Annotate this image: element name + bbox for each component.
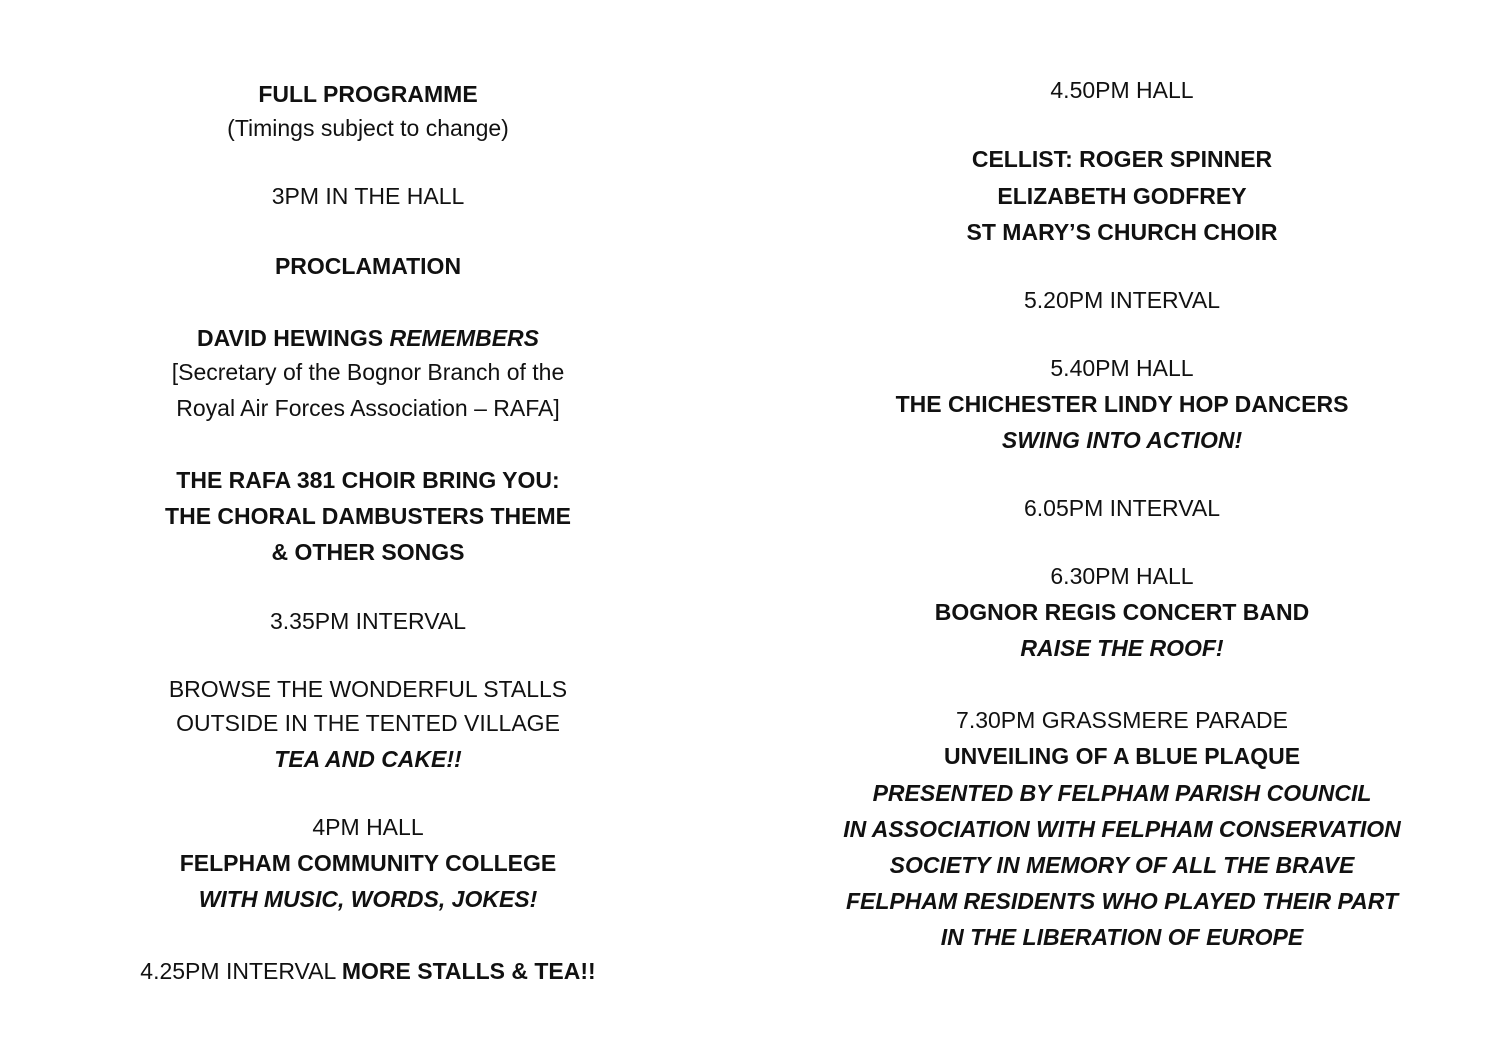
performer-name: THE CHICHESTER LINDY HOP DANCERS (895, 391, 1349, 417)
speaker-line (68, 324, 668, 352)
slot-time: 6.30PM HALL (1050, 563, 1194, 589)
choir-line: THE RAFA 381 CHOIR BRING YOU: (176, 467, 560, 493)
performer-subtitle: SWING INTO ACTION! (1001, 427, 1243, 453)
slot-time: 4.50PM HALL (1050, 77, 1194, 103)
performer-subtitle: RAISE THE ROOF! (1020, 635, 1224, 661)
programme-title: FULL PROGRAMME (258, 81, 478, 107)
slot-time: 3PM IN THE HALL (271, 183, 465, 209)
programme-subtitle: (Timings subject to change) (227, 115, 509, 141)
stalls-line: OUTSIDE IN THE TENTED VILLAGE (176, 710, 560, 736)
slot-time: 7.30PM GRASSMERE PARADE (956, 707, 1288, 733)
speaker-title: REMEMBERS (389, 325, 540, 351)
speaker-role-line: Royal Air Forces Association – RAFA] (176, 395, 560, 421)
slot-time: 5.40PM HALL (1050, 355, 1194, 381)
stalls-highlight: TEA AND CAKE!! (274, 746, 462, 772)
plaque-line: SOCIETY IN MEMORY OF ALL THE BRAVE (889, 852, 1355, 878)
interval-time: 4.25PM INTERVAL (140, 958, 342, 984)
speaker-name: DAVID HEWINGS (196, 325, 390, 351)
plaque-title: UNVEILING OF A BLUE PLAQUE (943, 743, 1301, 769)
interval-time: 3.35PM INTERVAL (269, 608, 466, 634)
performer-name: BOGNOR REGIS CONCERT BAND (934, 599, 1310, 625)
performer-name: ELIZABETH GODFREY (997, 183, 1247, 209)
interval-extra: MORE STALLS & TEA!! (341, 958, 596, 984)
performer-name: ST MARY’S CHURCH CHOIR (966, 219, 1278, 245)
plaque-line: FELPHAM RESIDENTS WHO PLAYED THEIR PART (845, 888, 1399, 914)
choir-line: & OTHER SONGS (271, 539, 465, 565)
speaker-role-line: [Secretary of the Bognor Branch of the (171, 359, 565, 385)
proclamation: PROCLAMATION (274, 253, 462, 279)
plaque-line: IN THE LIBERATION OF EUROPE (940, 924, 1304, 950)
plaque-line: PRESENTED BY FELPHAM PARISH COUNCIL (872, 780, 1372, 806)
performer-name: FELPHAM COMMUNITY COLLEGE (179, 850, 557, 876)
interval-time: 5.20PM INTERVAL (1023, 287, 1220, 313)
stalls-line: BROWSE THE WONDERFUL STALLS (168, 676, 568, 702)
performer-subtitle: WITH MUSIC, WORDS, JOKES! (198, 886, 538, 912)
performer-name: CELLIST: ROGER SPINNER (971, 146, 1273, 172)
choir-line: THE CHORAL DAMBUSTERS THEME (165, 503, 571, 529)
slot-time: 4PM HALL (312, 814, 424, 840)
interval-line (68, 957, 668, 985)
interval-time: 6.05PM INTERVAL (1023, 495, 1220, 521)
plaque-line: IN ASSOCIATION WITH FELPHAM CONSERVATION (843, 816, 1401, 842)
